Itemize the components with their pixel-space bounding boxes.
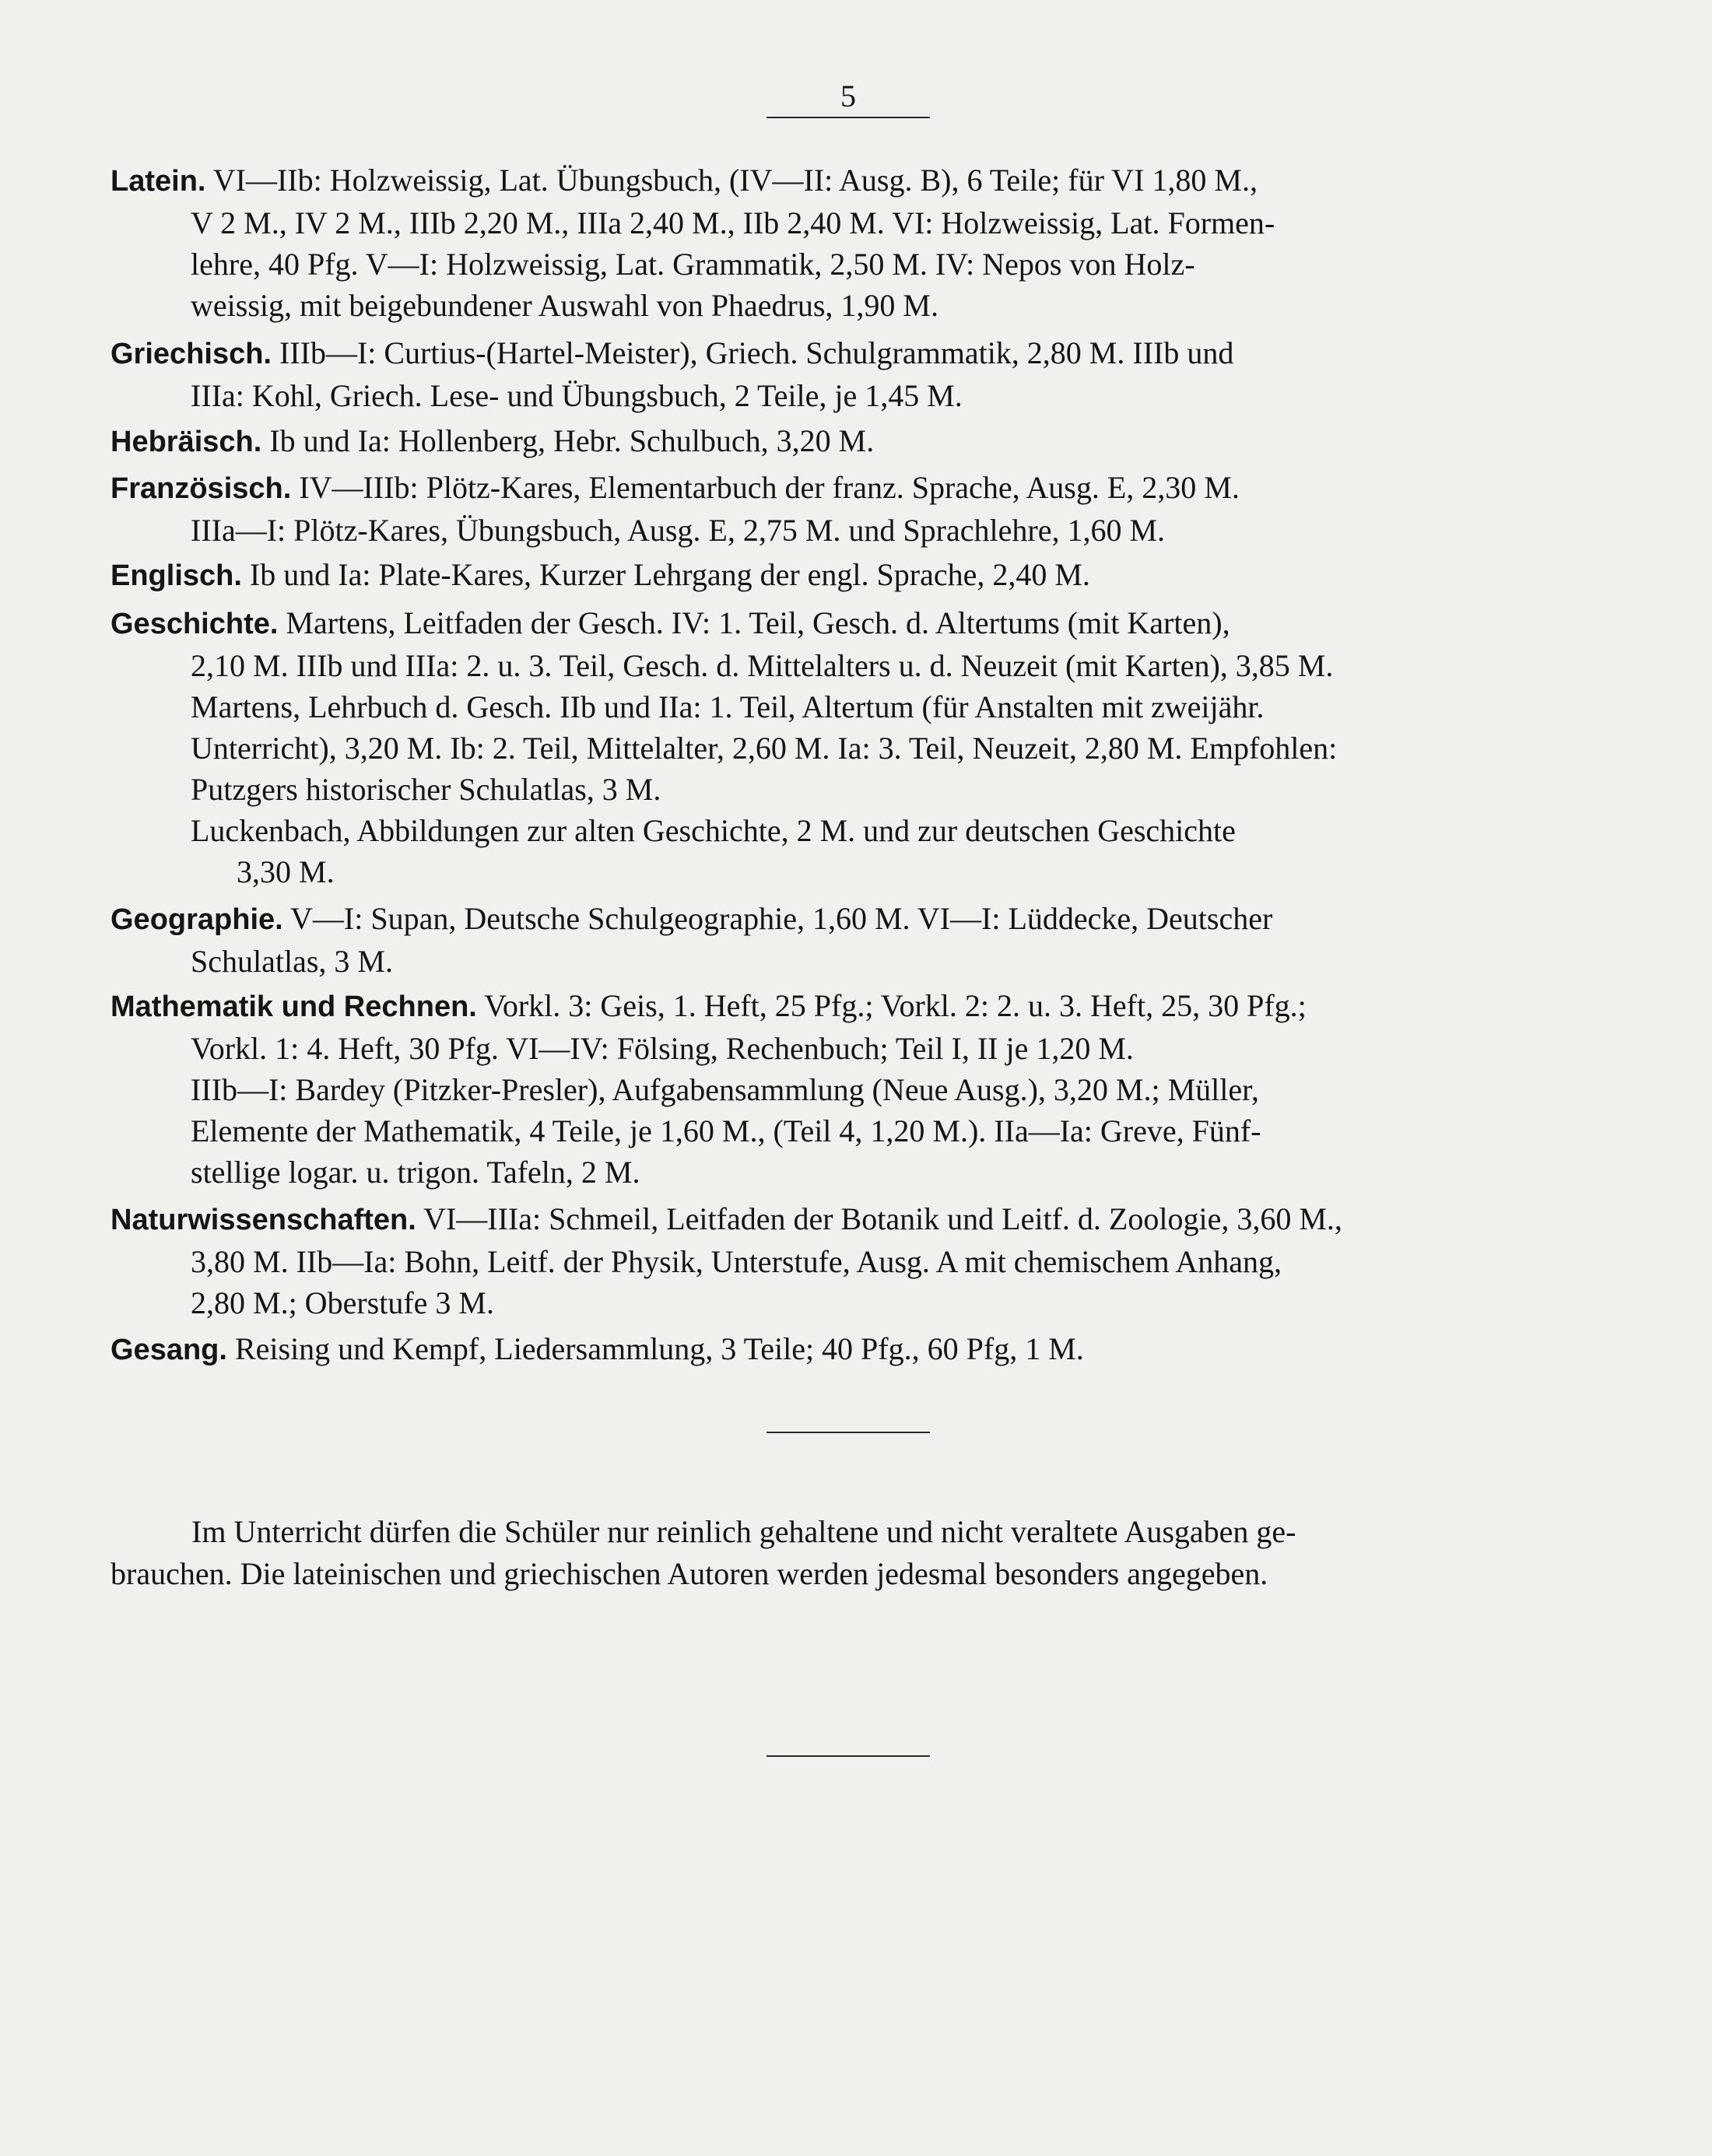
entry-franzoesisch [111,467,1581,551]
entry-geographie [111,898,1581,982]
subject-heading: Hebräisch. [111,426,262,458]
closing-note-line: Im Unterricht dürfen die Schüler nur reinlich gehaltene und nicht veraltete Ausgaben ge- [191,1514,1296,1549]
entry-text: IIIb—I: Curtius-(Hartel-Meister), Griech. Schulgrammatik, 2,80 M. IIIb und [279,335,1234,370]
subject-heading: Geographie. [111,903,283,936]
subject-heading: Geschichte. [111,608,279,640]
entry-text: Ib und Ia: Plate-Kares, Kurzer Lehrgang der engl. Sprache, 2,40 M. [249,557,1090,592]
entry-text: V—I: Supan, Deutsche Schulgeographie, 1,60 M. VI—I: Lüddecke, Deutscher [290,901,1273,936]
entry-geschichte [111,602,1581,892]
header-rule [767,117,930,118]
entry-hebraeisch [111,420,1581,463]
entry-naturwissenschaften [111,1198,1581,1323]
entry-text: Ib und Ia: Hollenberg, Hebr. Schulbuch, 3,20 M. [269,423,875,458]
page-number: 5 [840,79,856,114]
entry-text: Putzgers historischer Schulatlas, 3 M. [191,772,661,807]
entry-text: stellige logar. u. trigon. Tafeln, 2 M. [191,1155,640,1190]
entry-text: IIIa—I: Plötz-Kares, Übungsbuch, Ausg. E, 2,75 M. und Sprachlehre, 1,60 M. [191,513,1166,548]
subject-heading: Naturwissenschaften. [111,1204,416,1236]
entry-text: Vorkl. 3: Geis, 1. Heft, 25 Pfg.; Vorkl. 2: 2. u. 3. Heft, 25, 30 Pfg.; [484,988,1307,1023]
entry-latein [111,160,1581,326]
subject-heading: Französisch. [111,472,292,505]
entry-text: Luckenbach, Abbildungen zur alten Geschichte, 2 M. und zur deutschen Geschichte [191,813,1236,848]
entry-englisch [111,554,1581,597]
entry-text: IIIb—I: Bardey (Pitzker-Presler), Aufgabensammlung (Neue Ausg.), 3,20 M.; Müller, [191,1072,1259,1107]
section-divider [767,1432,930,1433]
footer-rule [767,1755,930,1757]
entry-text: IIIa: Kohl, Griech. Lese- und Übungsbuch, 2 Teile, je 1,45 M. [191,378,963,413]
entry-griechisch [111,332,1581,416]
entry-text: 3,80 M. IIb—Ia: Bohn, Leitf. der Physik, Unterstufe, Ausg. A mit chemischem Anhang, [191,1244,1282,1279]
closing-note [111,1511,1581,1595]
entry-text: 2,10 M. IIIb und IIIa: 2. u. 3. Teil, Gesch. d. Mittelalters u. d. Neuzeit (mit Karten), 3,85 M. [191,648,1334,683]
subject-heading: Englisch. [111,559,242,592]
entry-text: IV—IIIb: Plötz-Kares, Elementarbuch der franz. Sprache, Ausg. E, 2,30 M. [299,470,1240,505]
subject-heading: Griechisch. [111,338,272,370]
entry-text: Elemente der Mathematik, 4 Teile, je 1,60 M., (Teil 4, 1,20 M.). IIa—Ia: Greve, Fünf- [191,1113,1261,1148]
entry-text: V 2 M., IV 2 M., IIIb 2,20 M., IIIa 2,40 M., IIb 2,40 M. VI: Holzweissig, Lat. Formen- [191,205,1275,240]
entry-text: Reising und Kempf, Liedersammlung, 3 Teile; 40 Pfg., 60 Pfg, 1 M. [234,1331,1084,1366]
subject-heading: Mathematik und Rechnen. [111,990,477,1023]
entry-text: 2,80 M.; Oberstufe 3 M. [191,1285,494,1320]
entry-text: Martens, Lehrbuch d. Gesch. IIb und IIa: 1. Teil, Altertum (für Anstalten mit zweijähr. [191,689,1265,724]
subject-heading: Gesang. [111,1334,227,1366]
entry-text: Vorkl. 1: 4. Heft, 30 Pfg. VI—IV: Fölsing, Rechenbuch; Teil I, II je 1,20 M. [191,1031,1134,1066]
entry-text: VI—IIIa: Schmeil, Leitfaden der Botanik und Leitf. d. Zoologie, 3,60 M., [423,1201,1342,1236]
entry-gesang [111,1328,1581,1371]
entry-text: Martens, Leitfaden der Gesch. IV: 1. Teil, Gesch. d. Altertums (mit Karten), [286,605,1230,640]
entry-mathematik [111,985,1581,1193]
entry-text: lehre, 40 Pfg. V—I: Holzweissig, Lat. Grammatik, 2,50 M. IV: Nepos von Holz- [191,247,1195,282]
entry-text: weissig, mit beigebundener Auswahl von Phaedrus, 1,90 M. [191,288,938,323]
entry-text: VI—IIb: Holzweissig, Lat. Übungsbuch, (IV—II: Ausg. B), 6 Teile; für VI 1,80 M., [212,163,1258,198]
closing-note-line: brauchen. Die lateinischen und griechischen Autoren werden jedesmal besonders angegeben. [111,1556,1268,1591]
entry-text: Schulatlas, 3 M. [191,944,393,979]
entry-text: Unterricht), 3,20 M. Ib: 2. Teil, Mittelalter, 2,60 M. Ia: 3. Teil, Neuzeit, 2,80 M. Empfohlen: [191,731,1338,766]
subject-heading: Latein. [111,165,206,198]
entry-text: 3,30 M. [237,854,335,889]
